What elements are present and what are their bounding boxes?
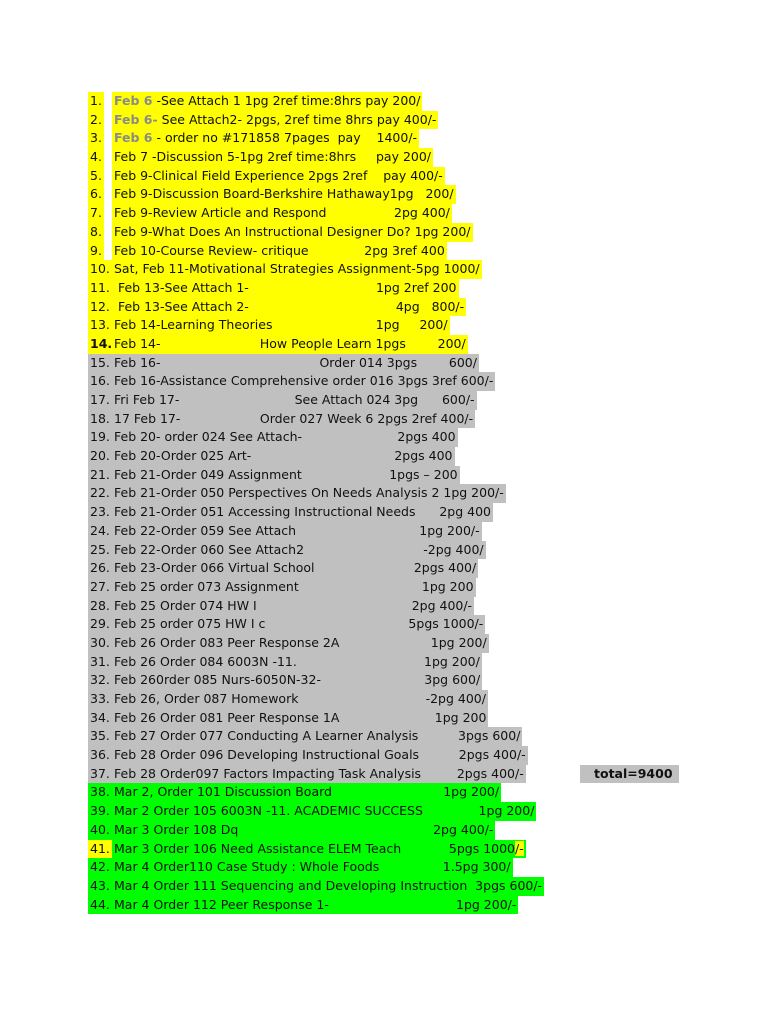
item-description: Feb 13-See Attach 1- 1pg 2ref 200 (114, 279, 457, 295)
item-number: 5. (88, 167, 104, 186)
list-item (88, 129, 688, 148)
item-description: Feb 26 Order 081 Peer Response 1A 1pg 200 (114, 709, 487, 725)
item-text (112, 428, 458, 447)
list-item (88, 671, 688, 690)
item-text (112, 503, 493, 522)
item-number: 35. (88, 727, 112, 746)
item-description: Feb 9-Clinical Field Experience 2pgs 2ref pay 400/- (114, 167, 443, 183)
item-text (112, 765, 526, 784)
item-text (112, 129, 419, 148)
list-item (88, 204, 688, 223)
item-description: Feb 21-Order 050 Perspectives On Needs Analysis 2 1pg 200/- (114, 485, 504, 501)
list-item (88, 765, 688, 784)
item-text (112, 746, 528, 765)
list-item (88, 354, 688, 373)
item-description: Feb 25 Order 074 HW I 2pg 400/- (114, 597, 473, 613)
list-item (88, 877, 688, 896)
item-number: 15. (88, 354, 112, 373)
item-number: 9. (88, 242, 104, 261)
list-item (88, 167, 688, 186)
order-list (88, 92, 688, 914)
item-text (112, 167, 445, 186)
item-text (112, 92, 422, 111)
item-text (112, 896, 518, 915)
item-text (112, 372, 495, 391)
item-text (112, 877, 544, 896)
item-description: Feb 20-Order 025 Art- 2pgs 400 (114, 448, 453, 464)
item-number: 40. (88, 821, 112, 840)
item-number: 18. (88, 410, 112, 429)
item-description: Feb 20- order 024 See Attach- 2pgs 400 (114, 429, 456, 445)
item-text (112, 858, 513, 877)
item-number: 4. (88, 148, 104, 167)
item-text (112, 391, 477, 410)
item-description: Feb 16- Order 014 3pgs 600/ (114, 354, 477, 370)
item-number: 25. (88, 541, 112, 560)
item-number: 36. (88, 746, 112, 765)
item-number: 1. (88, 92, 104, 111)
item-number: 7. (88, 204, 104, 223)
item-description: Feb 25 order 073 Assignment 1pg 200 (114, 578, 474, 594)
item-number: 29. (88, 615, 112, 634)
list-item (88, 578, 688, 597)
item-description: Feb 26, Order 087 Homework -2pg 400/ (114, 691, 486, 706)
item-number: 37. (88, 765, 112, 784)
item-number: 43. (88, 877, 112, 896)
list-item (88, 410, 688, 429)
list-item (88, 428, 688, 447)
item-description: Feb 260rder 085 Nurs-6050N-32- 3pg 600/ (114, 672, 481, 688)
item-description: Mar 4 Order 112 Peer Response 1- 1pg 200/- (114, 896, 517, 912)
list-item (88, 821, 688, 840)
item-number: 42. (88, 858, 112, 877)
item-number: 17. (88, 391, 112, 410)
item-description: Feb 22-Order 059 See Attach 1pg 200/- (114, 522, 480, 538)
item-text (112, 185, 456, 204)
total-label: total=9400 (580, 765, 679, 784)
item-text (112, 522, 482, 541)
item-description: Feb 9-What Does An Instructional Designer Do? 1pg 200/ (114, 223, 471, 239)
list-item (88, 746, 688, 765)
item-text (112, 671, 482, 690)
item-text (112, 484, 506, 503)
item-description: Mar 4 Order110 Case Study : Whole Foods 1.5pg 300/ (114, 859, 511, 875)
list-item (88, 653, 688, 672)
item-date: Feb 6 (114, 130, 153, 146)
item-number: 2. (88, 111, 104, 130)
item-text (112, 316, 450, 335)
item-number: 22. (88, 484, 112, 503)
item-text (112, 111, 438, 130)
item-text (112, 653, 482, 672)
item-text (112, 634, 489, 653)
item-description: Feb 27 Order 077 Conducting A Learner Analysis 3pgs 600/ (114, 728, 521, 744)
item-text (112, 148, 433, 167)
item-number: 27. (88, 578, 112, 597)
item-text (112, 840, 526, 859)
item-number: 12. (88, 298, 112, 317)
item-description: Mar 4 Order 111 Sequencing and Developing Instruction 3pgs 600/- (114, 877, 543, 893)
item-description: Feb 14- How People Learn 1pgs 200/ (114, 335, 466, 351)
item-text (112, 597, 474, 616)
item-number: 10. (88, 260, 112, 279)
item-number: 21. (88, 466, 112, 485)
list-item (88, 279, 688, 298)
list-item (88, 840, 688, 859)
item-number: 23. (88, 503, 112, 522)
item-number: 30. (88, 634, 112, 653)
item-description: See Attach2- 2pgs, 2ref time 8hrs pay 400/- (157, 111, 437, 127)
item-description: Mar 3 Order 106 Need Assistance ELEM Teach 5pgs 1000 (114, 840, 516, 856)
item-text (112, 223, 473, 242)
item-text (112, 298, 466, 317)
item-number: 16. (88, 372, 112, 391)
item-text (112, 335, 468, 354)
list-item (88, 484, 688, 503)
list-item (88, 522, 688, 541)
item-text (112, 802, 536, 821)
item-description: Feb 28 Order 096 Developing Instructional Goals 2pgs 400/- (114, 747, 526, 763)
list-item (88, 466, 688, 485)
list-item (88, 447, 688, 466)
item-text (112, 578, 476, 597)
item-number: 14. (88, 335, 114, 354)
item-description: Feb 10-Course Review- critique 2pg 3ref 400 (114, 242, 445, 258)
item-number: 44. (88, 896, 112, 915)
item-description: Feb 21-Order 049 Assignment 1pgs – 200 (114, 466, 458, 482)
item-text (112, 242, 447, 261)
item-description: Feb 9-Discussion Board-Berkshire Hathaway1pg 200/ (114, 186, 454, 202)
list-item (88, 597, 688, 616)
list-item (88, 242, 688, 261)
item-description: Feb 16-Assistance Comprehensive order 016 3pgs 3ref 600/- (114, 373, 494, 389)
item-text (112, 727, 522, 746)
item-number: 6. (88, 185, 104, 204)
item-number: 39. (88, 802, 112, 821)
item-description: Mar 3 Order 108 Dq 2pg 400/- (114, 821, 494, 837)
list-item (88, 690, 688, 709)
item-description: - order no #171858 7pages pay 1400/- (152, 130, 418, 146)
list-item (88, 727, 688, 746)
item-text (112, 279, 459, 298)
list-item (88, 92, 688, 111)
item-number: 8. (88, 223, 104, 242)
list-item (88, 185, 688, 204)
item-description: Mar 2, Order 101 Discussion Board 1pg 200/ (114, 784, 500, 800)
list-item (88, 335, 688, 354)
item-text (112, 709, 488, 728)
list-item (88, 615, 688, 634)
item-text (112, 354, 479, 373)
item-number: 38. (88, 783, 112, 802)
item-text (112, 615, 485, 634)
item-description: Feb 9-Review Article and Respond 2pg 400/ (114, 205, 450, 221)
item-number: 20. (88, 447, 112, 466)
item-description: Feb 23-Order 066 Virtual School 2pgs 400/ (114, 560, 477, 576)
item-description: Feb 14-Learning Theories 1pg 200/ (114, 317, 448, 333)
item-text (112, 821, 495, 840)
list-item (88, 541, 688, 560)
item-description: 17 Feb 17- Order 027 Week 6 2pgs 2ref 400/- (114, 410, 474, 426)
list-item (88, 260, 688, 279)
item-description: Feb 13-See Attach 2- 4pg 800/- (114, 298, 465, 314)
list-item (88, 634, 688, 653)
item-description: Feb 25 order 075 HW I c 5pgs 1000/- (114, 616, 484, 632)
item-description: Feb 22-Order 060 See Attach2 -2pg 400/ (114, 541, 484, 557)
item-date: Feb 6- (114, 111, 158, 127)
list-item (88, 298, 688, 317)
item-number: 28. (88, 597, 112, 616)
list-item (88, 503, 688, 522)
list-item (88, 316, 688, 335)
item-number: 34. (88, 709, 112, 728)
item-description: Feb 26 Order 083 Peer Response 2A 1pg 200/ (114, 634, 487, 650)
item-text (112, 559, 478, 578)
list-item (88, 858, 688, 877)
item-date: Feb 6 (114, 93, 153, 108)
item-number: 24. (88, 522, 112, 541)
item-number: 32. (88, 671, 112, 690)
item-text (112, 541, 486, 560)
list-item (88, 896, 688, 915)
item-number: 3. (88, 129, 104, 148)
item-description: Feb 21-Order 051 Accessing Instructional Needs 2pg 400 (114, 504, 491, 520)
list-item (88, 223, 688, 242)
item-description: Feb 26 Order 084 6003N -11. 1pg 200/ (114, 653, 480, 669)
list-item (88, 559, 688, 578)
item-text (112, 466, 460, 485)
list-item (88, 148, 688, 167)
item-description: -See Attach 1 1pg 2ref time:8hrs pay 200/ (152, 93, 421, 108)
item-description: Feb 28 Order097 Factors Impacting Task Analysis 2pgs 400/- (114, 765, 524, 781)
item-number: 33. (88, 690, 112, 709)
item-number: 26. (88, 559, 112, 578)
item-text (112, 260, 482, 279)
list-item (88, 372, 688, 391)
list-item (88, 111, 688, 130)
item-description: Fri Feb 17- See Attach 024 3pg 600/- (114, 392, 475, 407)
item-number: 13. (88, 316, 112, 335)
item-number: 19. (88, 428, 112, 447)
item-text (112, 410, 475, 429)
list-item (88, 709, 688, 728)
list-item (88, 391, 688, 410)
item-text (112, 783, 501, 802)
item-text (112, 204, 452, 223)
list-item (88, 783, 688, 802)
item-text (112, 447, 455, 466)
item-description: Feb 7 -Discussion 5-1pg 2ref time:8hrs pay 200/ (114, 149, 432, 165)
item-description: Sat, Feb 11-Motivational Strategies Assignment-5pg 1000/ (114, 261, 480, 277)
item-number: 31. (88, 653, 112, 672)
list-item (88, 802, 688, 821)
item-suffix: /- (515, 840, 524, 856)
item-text (112, 690, 488, 709)
item-number: 41. (88, 840, 112, 859)
item-number: 11. (88, 279, 112, 298)
item-description: Mar 2 Order 105 6003N -11. ACADEMIC SUCCESS 1pg 200/ (114, 803, 535, 819)
